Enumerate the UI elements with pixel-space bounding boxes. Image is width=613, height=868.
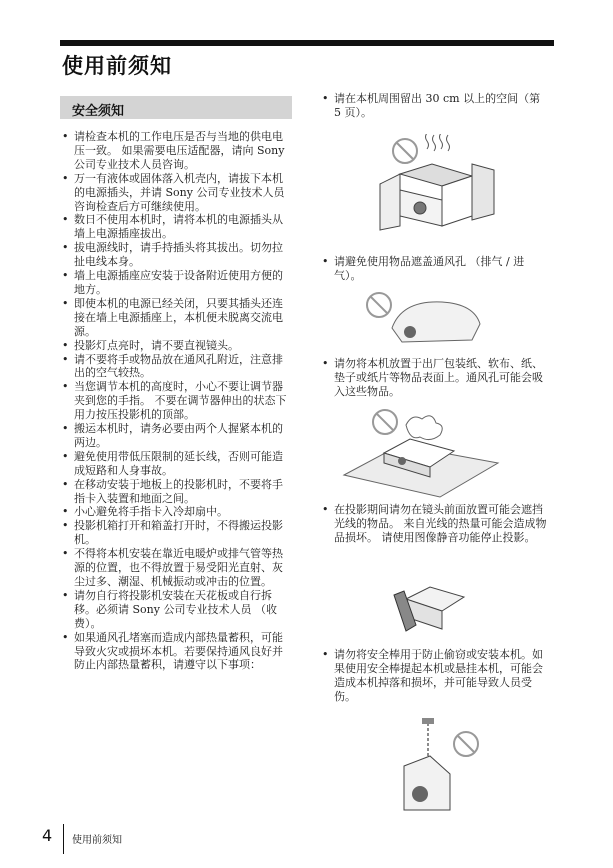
title-rule bbox=[60, 40, 554, 46]
list-item: • 即使本机的电源已经关闭，只要其插头还连接在墙上电源插座上，本机便未脱离交流电源。 bbox=[62, 297, 292, 339]
heat-waves-icon bbox=[426, 134, 450, 151]
lens-obstruction-illustration bbox=[392, 575, 472, 637]
list-item: • 小心避免将手指卡入冷却扇中。 bbox=[62, 505, 292, 519]
list-item: • 在移动安装于地板上的投影机时，不要将手指卡入装置和地面之间。 bbox=[62, 478, 292, 506]
list-item: • 不得将本机安装在靠近电暖炉或排气管等热源的位置，也不得放置于易受阳光直射、灰尘过多、潮湿、机械振动或冲击的位置。 bbox=[62, 547, 292, 589]
clearance-note bbox=[322, 92, 550, 120]
safety-notes-list bbox=[62, 130, 292, 672]
clearance-illustration bbox=[372, 134, 502, 234]
list-item: • 请检查本机的工作电压是否与当地的供电电压一致。 如果需要电压适配器，请向 Sony 公司专业技术人员咨询。 bbox=[62, 130, 292, 172]
list-item: • 当您调节本机的高度时，小心不要让调节器夹到您的手指。 不要在调节器伸出的状态下用力按压投影机的顶部。 bbox=[62, 380, 292, 422]
footer-divider bbox=[63, 824, 64, 854]
prohibited-icon bbox=[393, 139, 417, 163]
list-item: • 投影灯点亮时，请不要直视镜头。 bbox=[62, 339, 292, 353]
prohibited-icon bbox=[454, 732, 478, 756]
list-item: • 搬运本机时，请务必要由两个人握紧本机的两边。 bbox=[62, 422, 292, 450]
list-item: • 请勿自行将投影机安装在天花板或自行拆移。必须请 Sony 公司专业技术人员 （收费）。 bbox=[62, 589, 292, 631]
list-item: • 请避免使用物品遮盖通风孔 （排气 / 进气）。 bbox=[322, 255, 550, 283]
list-item: • 请勿将本机放置于出厂包装纸、软布、纸、垫子或纸片等物品表面上。通风孔可能会吸入这些物品。 bbox=[322, 357, 550, 399]
list-item: • 在投影期间请勿在镜头前面放置可能会遮挡光线的物品。 来自光线的热量可能会造成物品损坏。 请使用图像静音功能停止投影。 bbox=[322, 503, 550, 545]
security-bar-note bbox=[322, 648, 550, 704]
list-item: • 如果通风孔堵塞而造成内部热量蓄积，可能导致火灾或损坏本机。若要保持通风良好并防止内部热量蓄积，请遵守以下事项： bbox=[62, 631, 292, 673]
page-number: 4 bbox=[42, 826, 53, 845]
list-item: • 请在本机周围留出 30 cm 以上的空间（第 5 页）。 bbox=[322, 92, 550, 120]
packing-material-illustration bbox=[340, 405, 500, 500]
list-item: • 避免使用带低压限制的延长线，否则可能造成短路和人身事故。 bbox=[62, 450, 292, 478]
footer-label: 使用前须知 bbox=[72, 835, 122, 846]
page-title: 使用前须知 bbox=[62, 54, 172, 78]
list-item: • 数日不使用本机时，请将本机的电源插头从墙上电源插座拔出。 bbox=[62, 213, 292, 241]
list-item: • 万一有液体或固体落入机壳内，请拔下本机的电源插头，并请 Sony 公司专业技术人员咨询检查后方可继续使用。 bbox=[62, 172, 292, 214]
projector-icon bbox=[404, 756, 450, 810]
packing-material-note bbox=[322, 357, 550, 399]
prohibited-icon bbox=[367, 293, 391, 317]
security-bar-illustration bbox=[390, 714, 490, 814]
projector-icon bbox=[392, 302, 480, 342]
covered-projector-illustration bbox=[362, 288, 492, 346]
list-item: • 拔电源线时，请手持插头将其拔出。切勿拉扯电线本身。 bbox=[62, 241, 292, 269]
list-item: • 请不要将手或物品放在通风孔附近，注意排出的空气较热。 bbox=[62, 353, 292, 381]
prohibited-icon bbox=[373, 410, 397, 434]
list-item: • 投影机箱打开和箱盖打开时，不得搬运投影机。 bbox=[62, 519, 292, 547]
list-item: • 墙上电源插座应安装于设备附近使用方便的地方。 bbox=[62, 269, 292, 297]
section-heading: 安全须知 bbox=[72, 104, 125, 119]
list-item: • 请勿将安全棒用于防止偷窃或安装本机。如果使用安全棒提起本机或悬挂本机，可能会造成本机掉落和损坏，并可能导致人员受伤。 bbox=[322, 648, 550, 704]
lens-obstruction-note bbox=[322, 503, 550, 545]
vent-cover-note bbox=[322, 255, 550, 283]
section-heading-box bbox=[60, 96, 292, 119]
